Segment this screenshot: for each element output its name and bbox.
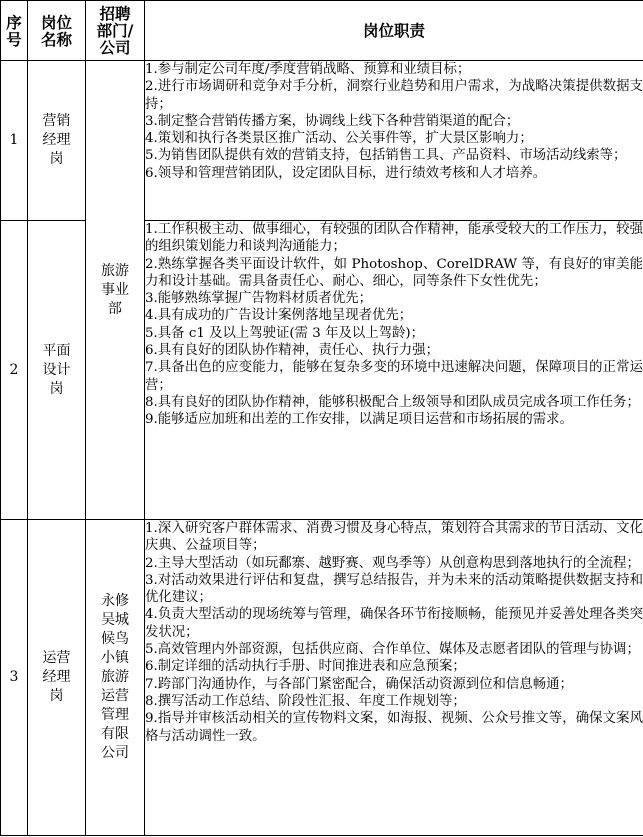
row-no: 3 [1,520,28,836]
duty-item: 6.具有良好的团队协作精神，责任心、执行力强； [145,343,439,359]
duty-item: 6.领导和管理营销团队，设定团队目标，进行绩效考核和人才培养。 [145,165,547,181]
row-no: 1 [1,61,28,221]
row-position: 运营 经理 岗 [28,520,86,836]
row-position: 营销 经理 岗 [28,61,86,221]
row-duties [145,520,643,836]
duty-item: 8.具有良好的团队协作精神，能够积极配合上级领导和团队成员完成各项工作任务； [145,394,640,410]
duty-item: 7.跨部门沟通协作，与各部门紧密配合，确保活动资源到位和信息畅通； [145,676,573,692]
row-dept: 永修 吴城 候鸟 小镇 旅游 运营 管理 有限 公司 [86,520,145,836]
duty-item: 8.撰写活动工作总结、阶段性汇报、年度工作规划等； [145,693,466,709]
row-position: 平面 设计 岗 [28,221,86,520]
duty-item: 7.具备出色的应变能力，能够在复杂多变的环境中迅速解决问题，保障项目的正常运营； [145,360,643,393]
header-no: 序 号 [1,1,28,61]
duty-item: 9.指导并审核活动相关的宣传物料文案，如海报、视频、公众号推文等，确保文案风格与活动调性一致。 [145,711,643,744]
duty-item: 3.制定整合营销传播方案，协调线上线下各种营销渠道的配合； [145,113,520,129]
duty-item: 3.能够熟练掌握广告物料材质者优先； [145,291,373,307]
duty-item: 4.策划和执行各类景区推广活动、公关事件等，扩大景区影响力； [145,131,533,147]
duty-item: 1.深入研究客户群体需求、消费习惯及身心特点，策划符合其需求的节日活动、文化庆典、公益项目等； [145,521,643,554]
header-duties: 岗位职责 [145,1,643,61]
duty-item: 4.负责大型活动的现场统筹与管理，确保各环节衔接顺畅，能预见并妥善处理各类突发状况； [145,607,643,640]
duty-item: 1.参与制定公司年度/季度营销战略、预算和业绩目标； [145,62,471,77]
row-no: 2 [1,221,28,520]
duty-item: 4.具有成功的广告设计案例落地呈现者优先； [145,308,413,324]
duty-item: 2.进行市场调研和竞争对手分析，洞察行业趋势和用户需求，为战略决策提供数据支持； [145,79,643,112]
duty-item: 9.能够适应加班和出差的工作安排，以满足项目运营和市场拓展的需求。 [145,412,573,428]
duty-item: 2.主导大型活动（如玩鄱寨、越野赛、观鸟季等）从创意构思到落地执行的全流程； [145,555,640,571]
header-position: 岗位 名称 [28,1,86,61]
row-dept: 旅游 事业 部 [86,61,145,520]
duty-item: 6.制定详细的活动执行手册、时间推进表和应急预案； [145,659,466,675]
header-dept: 招聘 部门/ 公司 [86,1,145,61]
duty-item: 2.熟练掌握各类平面设计软件，如 Photoshop、CorelDRAW 等，有良好的审美能力和设计基础。需具备责任心、耐心、细心，同等条件下女性优先； [145,256,643,289]
table-row [1,61,643,221]
duty-item: 5.具备 c1 及以上驾驶证(需 3 年及以上驾龄)； [145,325,425,341]
row-duties [145,221,643,520]
table-row [1,520,643,836]
header-row [1,1,643,61]
duty-item: 5.高效管理内外部资源，包括供应商、合作单位、媒体及志愿者团队的管理与协调； [145,642,640,658]
duty-item: 5.为销售团队提供有效的营销支持，包括销售工具、产品资料、市场活动线索等； [145,148,627,164]
duty-item: 1.工作积极主动、做事细心，有较强的团队合作精神，能承受较大的工作压力，较强的组织策划能力和谈判沟通能力； [145,222,643,255]
duty-item: 3.对活动效果进行评估和复盘，撰写总结报告，并为未来的活动策略提供数据支持和优化建议； [145,572,643,606]
row-duties [145,61,643,221]
